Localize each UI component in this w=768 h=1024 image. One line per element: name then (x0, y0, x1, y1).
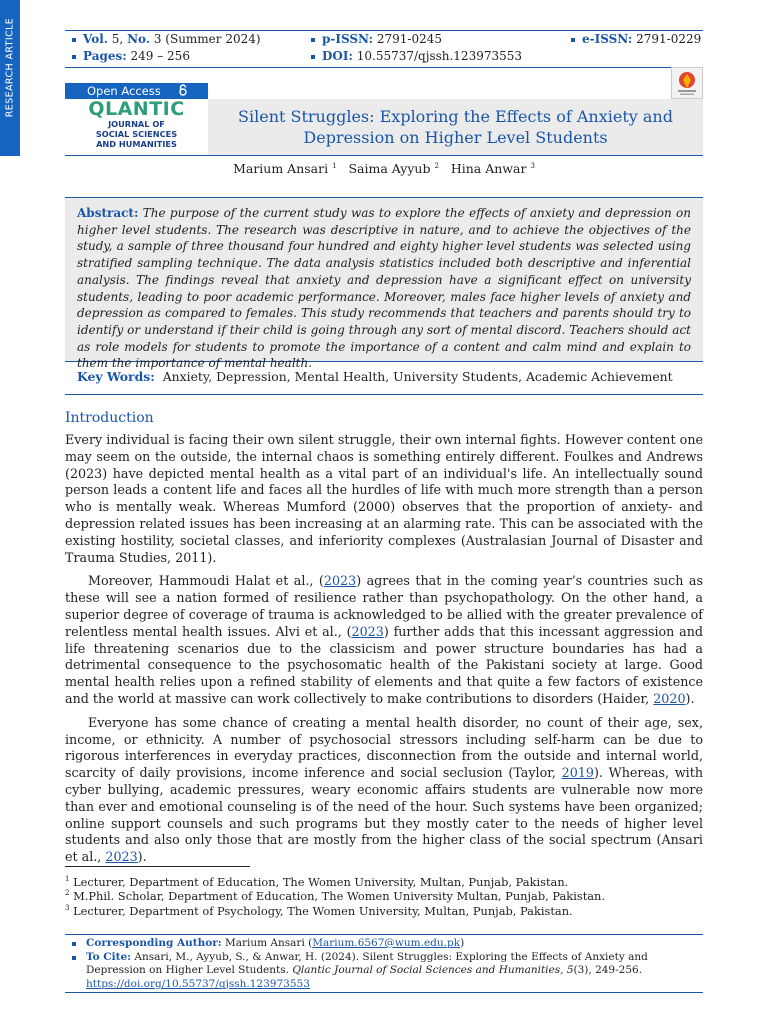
bullet-icon (72, 956, 76, 960)
bullet-icon (311, 38, 315, 42)
article-type-sidebar (0, 0, 20, 156)
eissn-info: e-ISSN: 2791-0229 (571, 32, 701, 46)
citation-link[interactable]: 2023 (323, 573, 357, 589)
citation-box (65, 934, 703, 993)
citation-link[interactable]: 2019 (561, 765, 594, 781)
citation-link[interactable]: 2023 (105, 849, 138, 865)
article-type-label: RESEARCH ARTICLE (4, 17, 16, 118)
body-text (65, 432, 703, 873)
open-access-bar: Open Access (65, 83, 208, 99)
keywords-text: Anxiety, Depression, Mental Health, University Students, Academic Achievement (162, 369, 673, 384)
title-panel (208, 99, 703, 155)
footnote-divider (65, 866, 250, 867)
doi-info: DOI: 10.55737/qjssh.123973553 (311, 49, 522, 63)
paragraph: Moreover, Hammoudi Halat et al., (2023) agrees that in the coming year’s countries such as these will see a nation formed of resilience rather than psychopathology. On the other hand, a superior degree of coverage of trauma is acknowledged to be allied with the greater prevalence of relentless mental health issues. Alvi et al., (2023) further adds that this incessant aggression and life threatening scenarios due to the classicism and power structure boundaries has had a detrimental consequence to the psychosomatic health of the Pakistani society at large. Good mental health relies upon a refined stability of elements and that quite a few factors of existence and the world at massive can work collectively to make contributions to disorders (Haider, 2020). (65, 573, 703, 706)
doi-link[interactable]: https://doi.org/10.55737/qjssh.123973553 (86, 977, 310, 990)
citation-link[interactable]: 2023 (351, 623, 384, 639)
abstract-label: Abstract: (77, 206, 139, 220)
author-name: Hina Anwar (450, 161, 527, 176)
bullet-icon (72, 55, 76, 59)
bullet-icon (72, 38, 76, 42)
author-name: Saima Ayyub (348, 161, 431, 176)
corresponding-author: Corresponding Author: Marium Ansari (Marium.6567@wum.edu.pk) (65, 937, 703, 951)
to-cite: To Cite: Ansari, M., Ayyub, S., & Anwar, H. (2024). Silent Struggles: Exploring the Effects of Anxiety and Depression on Higher Level Students. Qlantic Journal of Social Sciences and Humanities, 5(3), 249-256. https://doi.org/10.55737/qjssh.123973553 (65, 951, 703, 992)
check-for-updates-badge[interactable] (671, 67, 703, 99)
email-link[interactable]: Marium.6567@wum.edu.pk (312, 937, 461, 949)
keywords-row (65, 362, 703, 395)
keywords-label: Key Words: (77, 369, 155, 384)
pissn-info: p-ISSN: 2791-0245 (311, 32, 442, 46)
pages-info: Pages: 249 – 256 (72, 49, 190, 63)
journal-meta-bar (65, 30, 703, 68)
footnote: $^3$ Lecturer, Department of Psychology, The Women University, Multan, Punjab, Pakistan. (65, 903, 573, 918)
footnote: $^2$ M.Phil. Scholar, Department of Education, The Women University Multan, Punjab, Pakistan. (65, 888, 606, 903)
author-name: Marium Ansari (233, 161, 329, 176)
check-for-updates-icon (672, 68, 702, 98)
journal-logo: QLANTIC JOURNAL OF SOCIAL SCIENCES AND HUMANITIES (88, 98, 185, 149)
bullet-icon (72, 942, 76, 946)
section-heading: Introduction (65, 410, 154, 426)
bullet-icon (311, 55, 315, 59)
abstract-text: The purpose of the current study was to explore the effects of anxiety and depression on higher level students. The research was descriptive in nature, and to achieve the objectives of the study, a sample of three thousand four hundred and eighty higher level students was selected using stratified sampling technique. The data analysis statistics included both descriptive and inferential analysis. The findings reveal that anxiety and depression have a significant effect on university students, leading to poor academic performance. Moreover, males face higher levels of anxiety and depression as compared to females. This study recommends that teachers and parents should try to identify or understand if their child is going through any sort of mental discord. Teachers should act as role models for students to promote the importance of a content and calm mind and explain to them the importance of mental health. (77, 206, 691, 371)
citation-link[interactable]: 2020 (653, 690, 686, 706)
open-access-icon (178, 84, 188, 96)
author-list: Marium Ansari $^1$ Saima Ayyub $^2$ Hina Anwar $^3$ (233, 161, 535, 176)
divider (65, 155, 703, 156)
footnote: $^1$ Lecturer, Department of Education, The Women University, Multan, Punjab, Pakistan. (65, 874, 569, 889)
abstract-box (65, 197, 703, 371)
paragraph: Every individual is facing their own silent struggle, their own internal fights. However content one may seem on the outside, the internal chaos is something entirely different. Foulkes and Andrews (2023) have depicted mental health as a vital part of an individual's life. An intellectually sound person leads a content life and faces all the hurdles of life with much more strength than a person who is mentally weak. Whereas Mumford (2000) observes that the proportion of anxiety- and depression related issues has been increasing at an alarming rate. This can be associated with the existing hostility, societal classes, and inferiority complexes (Australasian Journal of Disaster and Trauma Studies, 2011). (65, 432, 703, 565)
paper-title: Silent Struggles: Exploring the Effects of Anxiety and Depression on Higher Level Students (238, 107, 673, 147)
volume-info: Vol. 5, No. 3 (Summer 2024) (72, 32, 261, 46)
bullet-icon (571, 38, 575, 42)
paragraph: Everyone has some chance of creating a mental health disorder, no count of their age, sex, income, or ethnicity. A number of psychosocial stressors including self-harm can be due to rigorous interferences in everyday practices, disconnection from the outside and internal world, scarcity of daily provisions, income inference and social seclusion (Taylor, 2019). Whereas, with cyber bullying, academic pressures, weary economic affairs students are vulnerable now more than ever and emotional counseling is of the need of the hour. Such systems have been organized; online support counsels and such programs but they mostly cater to the needs of higher level students and also only those that are mostly from the higher class of the social spectrum (Ansari et al., 2023). (65, 714, 704, 865)
